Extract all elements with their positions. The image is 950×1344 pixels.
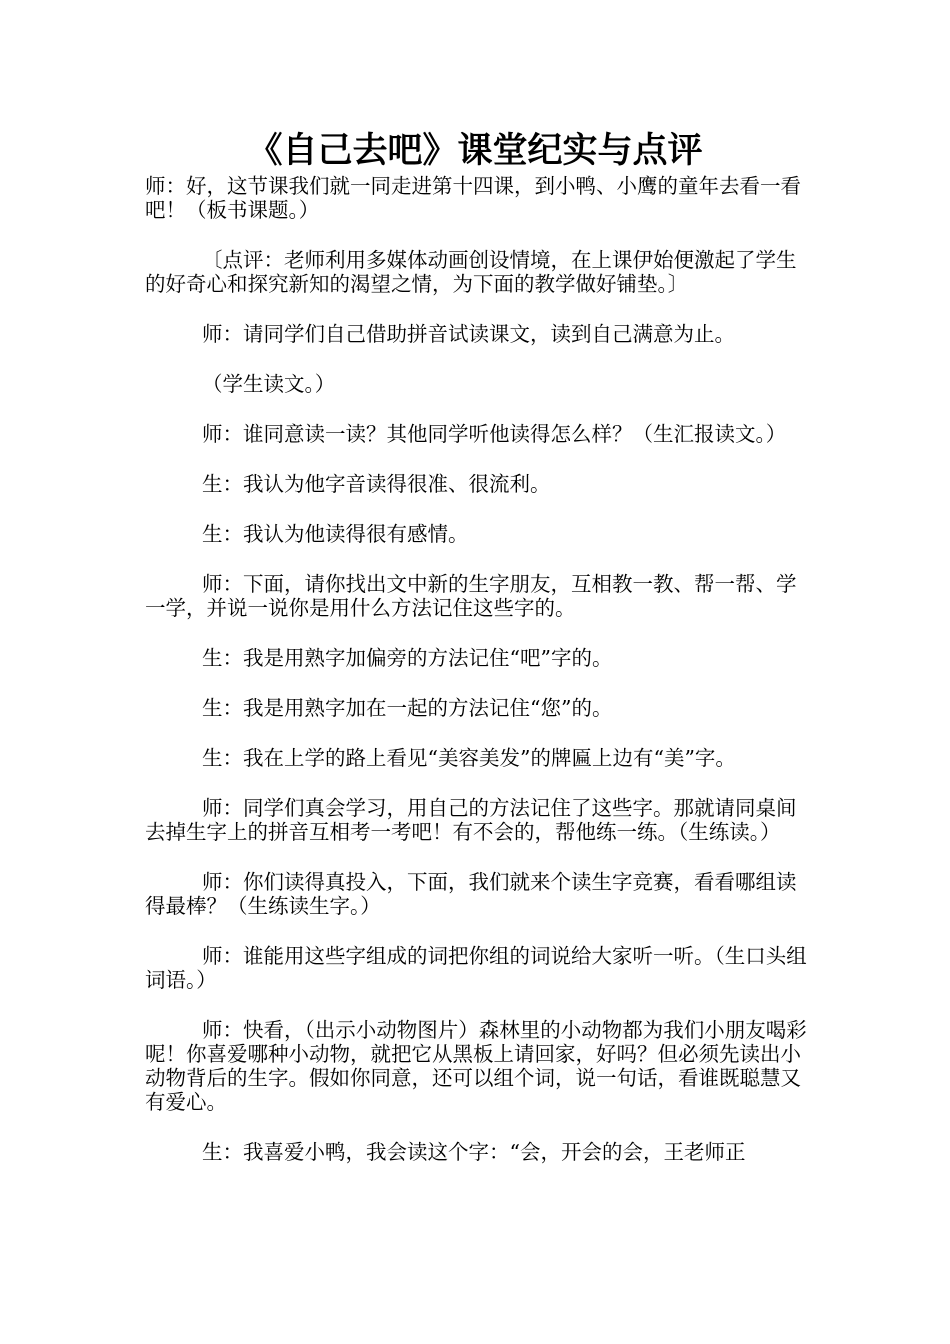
paragraph: 生：我是用熟字加偏旁的方法记住“吧”字的。 — [202, 646, 613, 670]
paragraph: 师：好，这节课我们就一同走进第十四课，到小鸭、小鹰的童年去看一看吧！（板书课题。） — [145, 174, 801, 222]
paragraph: 师：下面，请你找出文中新的生字朋友，互相教一教、帮一帮、学一学，并说一说你是用什么方法记住这些字的。 — [145, 572, 797, 620]
paragraph: 〔点评：老师利用多媒体动画创设情境，在上课伊始便激起了学生的好奇心和探究新知的渴望之情，为下面的教学做好铺垫。〕 — [145, 248, 797, 296]
document-body — [145, 174, 813, 1190]
paragraph: 生：我认为他字音读得很准、很流利。 — [202, 472, 551, 496]
paragraph: 生：我在上学的路上看见“美容美发”的牌匾上边有“美”字。 — [202, 746, 736, 770]
paragraph: 师：同学们真会学习，用自己的方法记住了这些字。那就请同桌间去掉生字上的拼音互相考一考吧！有不会的，帮他练一练。（生练读。） — [145, 796, 797, 844]
document-title: 《自己去吧》课堂纪实与点评 — [247, 131, 703, 171]
paragraph: 师：你们读得真投入，下面，我们就来个读生字竞赛，看看哪组读得最棒？（生练读生字。） — [145, 870, 797, 918]
paragraph: （学生读文。） — [202, 372, 336, 396]
paragraph: 师：谁能用这些字组成的词把你组的词说给大家听一听。（生口头组词语。） — [145, 944, 807, 992]
paragraph: 生：我认为他读得很有感情。 — [202, 522, 469, 546]
paragraph: 师：谁同意读一读？其他同学听他读得怎么样？（生汇报读文。） — [202, 422, 787, 446]
paragraph: 师：请同学们自己借助拼音试读课文，读到自己满意为止。 — [202, 322, 735, 346]
paragraph: 生：我是用熟字加在一起的方法记住“您”的。 — [202, 696, 613, 720]
paragraph: 生：我喜爱小鸭，我会读这个字：“会，开会的会，王老师正 — [202, 1140, 746, 1164]
paragraph: 师：快看，（出示小动物图片）森林里的小动物都为我们小朋友喝彩 呢！你喜爱哪种小动物，就把它从黑板上请回家，好吗？但必须先读出小动物背后的生字。假如你同意，还可以组个词，说一句话，看谁既聪慧又有爱心。 — [145, 1018, 807, 1114]
